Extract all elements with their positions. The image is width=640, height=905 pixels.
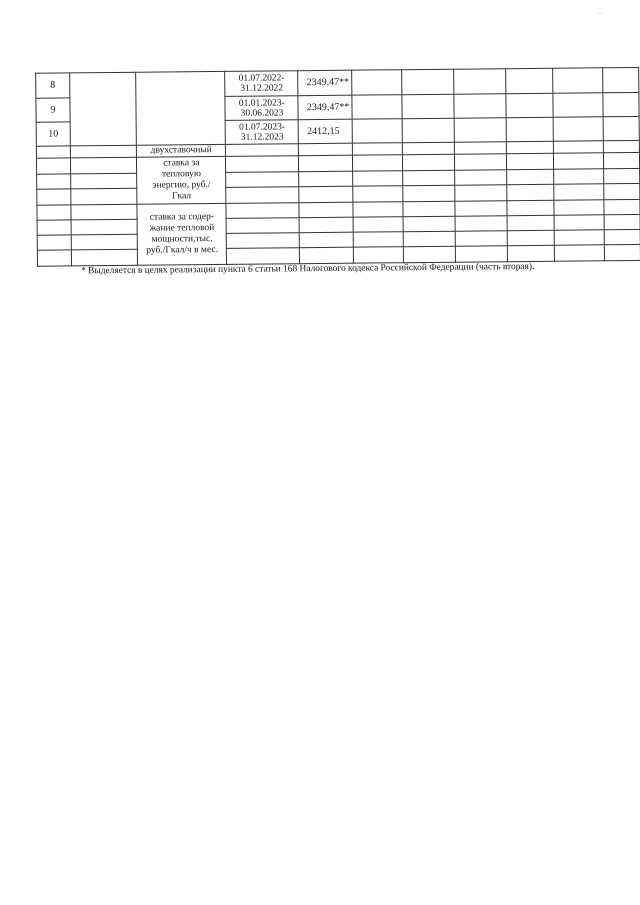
blank-cell <box>71 219 137 235</box>
blank-cell <box>71 188 137 205</box>
blank-cell <box>37 220 71 235</box>
blank-cell <box>554 200 605 215</box>
blank-cell <box>71 204 137 220</box>
blank-cell <box>553 169 604 184</box>
blank-cell <box>71 249 137 266</box>
blank-cell <box>226 203 299 219</box>
blank-cell <box>37 205 71 220</box>
blank-cell <box>604 214 640 229</box>
blank-cell <box>353 155 403 171</box>
blank-cell <box>506 93 553 117</box>
blank-cell <box>227 248 300 265</box>
blank-cell <box>226 187 299 204</box>
blank-cell <box>37 174 71 189</box>
blank-cell <box>605 229 640 244</box>
blank-cell <box>37 250 71 266</box>
row-number: 8 <box>36 73 70 98</box>
blank-cell <box>299 217 353 233</box>
blank-cell <box>455 201 507 216</box>
blank-cell <box>299 202 353 218</box>
blank-cell <box>455 231 507 246</box>
blank-cell <box>403 170 455 185</box>
scan-speck-marks: . . <box>597 10 602 16</box>
blank-cell <box>454 154 506 170</box>
blank-cell <box>554 245 605 261</box>
blank-cell <box>605 244 640 260</box>
blank-cell <box>403 154 455 170</box>
blank-cell <box>227 218 300 234</box>
heat-energy-rate-label: ставка за тепловую энергию, руб./Гкал <box>137 156 227 204</box>
blank-cell <box>507 230 554 245</box>
blank-cell <box>402 118 454 142</box>
blank-cell <box>353 202 403 217</box>
blank-cell <box>352 119 402 143</box>
blank-cell <box>507 215 554 230</box>
blank-cell <box>403 231 455 246</box>
blank-cell <box>226 156 299 173</box>
blank-cell <box>352 95 402 119</box>
blank-cell <box>136 71 226 145</box>
blank-cell <box>402 142 454 154</box>
footnote: * Выделяется в целях реализации пункта 6 статьи 168 Налогового кодекса Российской Федерации (часть вторая). <box>81 261 535 277</box>
blank-cell <box>71 234 137 250</box>
blank-cell <box>354 247 404 263</box>
blank-cell <box>554 215 605 230</box>
blank-cell <box>553 117 604 141</box>
blank-cell <box>299 171 353 187</box>
blank-cell <box>37 189 71 205</box>
blank-cell <box>70 157 136 174</box>
blank-cell <box>300 247 354 264</box>
blank-cell <box>352 70 402 95</box>
blank-cell <box>299 143 353 156</box>
blank-cell <box>604 152 640 168</box>
blank-cell <box>36 146 70 158</box>
blank-cell <box>455 185 507 201</box>
blank-cell <box>454 142 506 154</box>
blank-cell <box>506 117 553 141</box>
tariff-value: 2349,47** <box>298 95 352 120</box>
blank-cell <box>553 184 604 200</box>
blank-cell <box>455 246 507 262</box>
blank-cell <box>454 170 506 185</box>
period-cell: 01.01.2023- 30.06.2023 <box>225 96 298 121</box>
blank-cell <box>403 201 455 216</box>
blank-cell <box>403 216 455 231</box>
tariff-value: 2349,47** <box>298 70 352 96</box>
blank-cell <box>403 185 455 201</box>
blank-cell <box>299 186 353 203</box>
row-number: 9 <box>36 98 70 122</box>
row-number: 10 <box>36 122 70 146</box>
blank-cell <box>505 68 552 93</box>
tariff-value: 2412,15 <box>298 119 352 144</box>
blank-cell <box>226 172 299 188</box>
blank-cell <box>353 171 403 186</box>
blank-cell <box>226 144 299 157</box>
blank-cell <box>507 200 554 215</box>
blank-cell <box>604 116 640 140</box>
blank-cell <box>453 69 505 94</box>
blank-cell <box>552 93 603 117</box>
two-part-tariff-label: двухставочный <box>136 144 225 157</box>
blank-cell <box>604 168 640 183</box>
blank-cell <box>227 233 300 249</box>
blank-cell <box>353 232 403 247</box>
blank-cell <box>353 186 403 202</box>
blank-cell <box>403 246 455 262</box>
blank-cell <box>454 118 506 142</box>
blank-cell <box>402 69 454 94</box>
blank-cell <box>552 68 603 93</box>
blank-cell <box>604 140 640 152</box>
blank-cell <box>506 169 553 184</box>
blank-cell <box>70 145 136 158</box>
blank-cell <box>506 184 553 200</box>
blank-cell <box>553 141 604 153</box>
blank-cell <box>402 94 454 118</box>
blank-cell <box>604 183 640 199</box>
blank-cell <box>554 230 605 245</box>
blank-cell <box>604 199 640 214</box>
blank-cell <box>353 217 403 232</box>
blank-cell <box>603 92 639 116</box>
blank-cell <box>70 72 137 146</box>
period-cell: 01.07.2023- 31.12.2023 <box>226 120 299 145</box>
blank-cell <box>506 141 553 153</box>
period-cell: 01.07.2022- 31.12.2022 <box>225 71 298 97</box>
blank-cell <box>36 158 70 174</box>
blank-cell <box>454 94 506 118</box>
blank-cell <box>299 155 353 172</box>
blank-cell <box>37 235 71 250</box>
blank-cell <box>507 245 554 261</box>
heat-capacity-rate-label: ставка за содер-жание тепловой мощности,тыс. руб./Гкал/ч в мес. <box>137 203 227 265</box>
tariff-table <box>35 67 640 267</box>
blank-cell <box>553 153 604 169</box>
blank-cell <box>506 153 553 169</box>
blank-cell <box>603 67 639 92</box>
blank-cell <box>71 173 137 189</box>
blank-cell <box>353 143 403 155</box>
blank-cell <box>300 232 354 248</box>
blank-cell <box>455 216 507 231</box>
